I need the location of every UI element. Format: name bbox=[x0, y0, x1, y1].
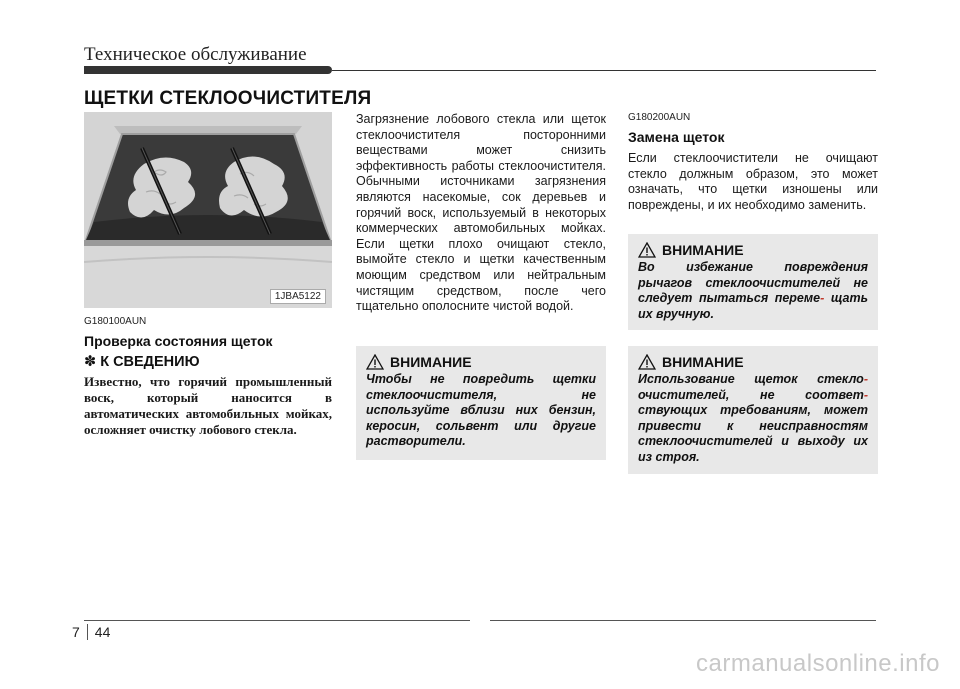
warning-triangle-icon bbox=[638, 354, 656, 370]
col1-content bbox=[84, 316, 332, 438]
warning-title: ВНИМАНИЕ bbox=[390, 354, 472, 370]
warning-title: ВНИМАНИЕ bbox=[662, 242, 744, 258]
warning-title: ВНИМАНИЕ bbox=[662, 354, 744, 370]
page-number-value: 44 bbox=[94, 624, 111, 640]
warning-text: Использование щеток стекло- очистителей, не соответ- ствующих требованиям, может привести к неисправностям стеклоочистителей и выходу их из строя. bbox=[638, 372, 868, 464]
section-title: ЩЕТКИ СТЕКЛООЧИСТИТЕЛЯ bbox=[84, 88, 372, 109]
section-code: G180200AUN bbox=[628, 112, 691, 123]
col3-content bbox=[628, 112, 878, 213]
warning-text: Во избежание повреждения рычагов стеклоочистителей не следует пытаться переме- щать их вручную. bbox=[638, 260, 868, 321]
info-text: Известно, что горячий промышленный воск, который наносится в автоматических автомобильных мойках, осложняет очистку лобового стекла. bbox=[84, 374, 332, 437]
page-number bbox=[72, 624, 110, 640]
subsection-heading: Замена щеток bbox=[628, 129, 725, 145]
col2-content bbox=[356, 112, 606, 315]
header-bar bbox=[84, 66, 332, 74]
chapter-number: 7 bbox=[72, 624, 80, 640]
figure-code: 1JBA5122 bbox=[270, 289, 326, 304]
footer-rule-left bbox=[84, 620, 470, 621]
info-heading bbox=[84, 354, 332, 370]
warning-triangle-icon bbox=[366, 354, 384, 370]
section-code: G180100AUN bbox=[84, 316, 147, 327]
asterisk-icon: ✽ bbox=[84, 354, 97, 370]
warning-triangle-icon bbox=[638, 242, 656, 258]
warning-box bbox=[356, 346, 606, 460]
info-heading-label: К СВЕДЕНИЮ bbox=[100, 354, 200, 370]
body-paragraph: Если стеклоочистители не очищают стекло должным образом, это может означать, что щетки изношены или повреждены, и их необходимо заменить. bbox=[628, 151, 878, 212]
warning-box bbox=[628, 234, 878, 330]
watermark: carmanualsonline.info bbox=[696, 650, 940, 677]
warning-text: Чтобы не повредить щетки стеклоочистителя, не используйте вблизи них бензин, керосин, сольвент или другие растворители. bbox=[366, 372, 596, 449]
warning-box bbox=[628, 346, 878, 474]
footer-rule-right bbox=[490, 620, 876, 621]
windshield-wipers-illustration bbox=[84, 112, 332, 308]
page-header-title: Техническое обслуживание bbox=[84, 44, 307, 65]
header-rule bbox=[332, 70, 876, 71]
windshield-figure bbox=[84, 112, 332, 308]
body-paragraph: Загрязнение лобового стекла или щеток стеклоочистителя посторонними веществами может снизить эффективность работы стеклоочистителя. Обычными источниками загрязнения являются насекомые, сок деревьев и горячий воск, используемый в некоторых коммерческих автомобильных мойках. Если щетки плохо очищают стекло, вымойте стекло и щетки качественным моющим средством или нейтральным чистящим средством, после чего тщательно ополосните чистой водой. bbox=[356, 112, 606, 314]
subsection-heading: Проверка состояния щеток bbox=[84, 333, 273, 349]
